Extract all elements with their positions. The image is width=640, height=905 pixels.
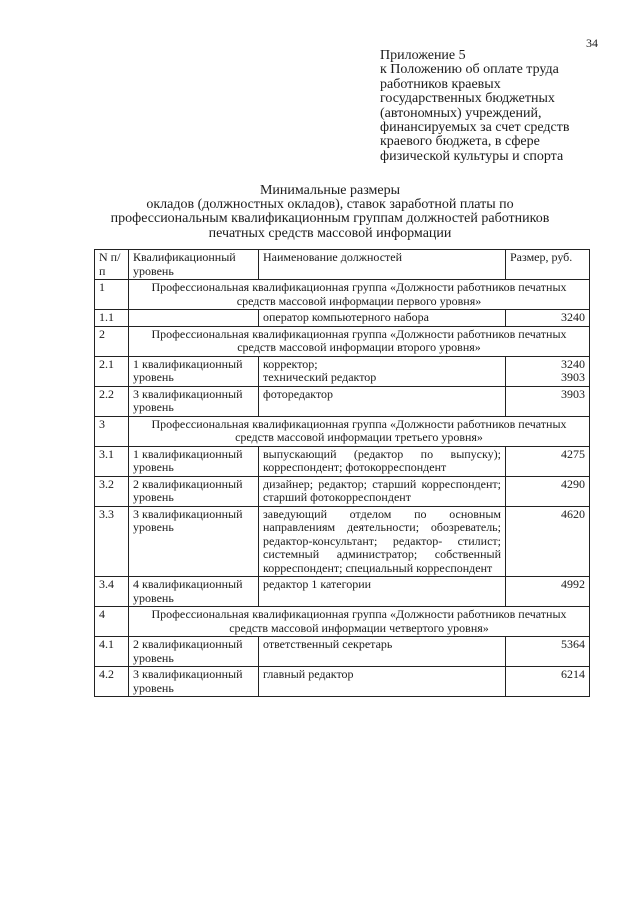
page-number: 34 <box>586 36 598 50</box>
row-position: редактор 1 категории <box>259 577 506 607</box>
title-line: профессиональным квалификационным группам должностей работников <box>110 211 550 227</box>
title-line: печатных средств массовой информации <box>208 225 452 241</box>
appendix-line: краевого бюджета, в сфере <box>380 134 540 150</box>
table-row <box>95 386 590 416</box>
header-num: N п/п <box>95 250 129 280</box>
row-num: 2.1 <box>95 356 129 386</box>
table-row <box>95 356 590 386</box>
row-level: 2 квалификационный уровень <box>129 476 259 506</box>
appendix-line: Приложение 5 <box>380 48 466 63</box>
appendix-line: (автономных) учреждений, <box>380 105 542 121</box>
table-row <box>95 667 590 697</box>
row-level: 2 квалификационный уровень <box>129 637 259 667</box>
appendix-line: работников краевых <box>380 76 501 92</box>
title-line: окладов (должностных окладов), ставок заработной платы по <box>146 197 514 213</box>
group-row <box>95 607 590 637</box>
group-num: 1 <box>95 280 129 310</box>
row-size: 5364 <box>506 637 590 667</box>
row-position: дизайнер; редактор; старший корреспондент; старший фотокорреспондент <box>259 476 506 506</box>
header-size: Размер, руб. <box>506 250 590 280</box>
title-line: Минимальные размеры <box>259 183 401 198</box>
row-level: 3 квалификационный уровень <box>129 506 259 577</box>
group-num: 3 <box>95 416 129 446</box>
row-position: главный редактор <box>259 667 506 697</box>
row-size: 3903 <box>506 386 590 416</box>
row-level: 1 квалификационный уровень <box>129 356 259 386</box>
group-num: 2 <box>95 326 129 356</box>
row-num: 3.1 <box>95 446 129 476</box>
group-row <box>95 280 590 310</box>
table-row <box>95 310 590 327</box>
row-position: фоторедактор <box>259 386 506 416</box>
header-level: Квалификационный уровень <box>129 250 259 280</box>
table-row <box>95 446 590 476</box>
header-position: Наименование должностей <box>259 250 506 280</box>
row-size: 4290 <box>506 476 590 506</box>
row-num: 4.1 <box>95 637 129 667</box>
row-num: 4.2 <box>95 667 129 697</box>
table-row <box>95 476 590 506</box>
row-num: 2.2 <box>95 386 129 416</box>
row-size: 4620 <box>506 506 590 577</box>
row-level: 3 квалификационный уровень <box>129 386 259 416</box>
group-title: Профессиональная квалификационная группа «Должности работников печатных средств массовой информации третьего уровня» <box>129 416 590 446</box>
group-num: 4 <box>95 607 129 637</box>
size-line: 3240 <box>561 356 585 371</box>
appendix-line: к Положению об оплате труда <box>380 62 559 78</box>
row-level: 4 квалификационный уровень <box>129 577 259 607</box>
row-level <box>129 310 259 327</box>
table-row <box>95 506 590 577</box>
appendix-line: физической культуры и спорта <box>380 148 564 164</box>
row-level: 3 квалификационный уровень <box>129 667 259 697</box>
group-title: Профессиональная квалификационная группа «Должности работников печатных средств массовой информации второго уровня» <box>129 326 590 356</box>
row-num: 3.2 <box>95 476 129 506</box>
row-position: выпускающий (редактор по выпуску); корреспондент; фотокорреспондент <box>259 446 506 476</box>
row-position: оператор компьютерного набора <box>259 310 506 327</box>
row-level: 1 квалификационный уровень <box>129 446 259 476</box>
appendix-line: государственных бюджетных <box>380 91 555 107</box>
group-row <box>95 326 590 356</box>
salary-table <box>94 249 590 697</box>
table-row <box>95 637 590 667</box>
row-size <box>506 356 590 386</box>
row-position: заведующий отделом по основным направлениям деятельности; обозреватель; редактор-консультант; редактор- стилист; системный администратор; собственный корреспондент; специальный корреспондент <box>259 506 506 577</box>
row-num: 1.1 <box>95 310 129 327</box>
position-line: технический редактор <box>263 370 377 384</box>
row-position <box>259 356 506 386</box>
row-position: ответственный секретарь <box>259 637 506 667</box>
row-num: 3.3 <box>95 506 129 577</box>
position-line: корректор; <box>263 356 318 371</box>
row-size: 3240 <box>506 310 590 327</box>
row-num: 3.4 <box>95 577 129 607</box>
group-row <box>95 416 590 446</box>
table-row <box>95 577 590 607</box>
size-line: 3903 <box>561 370 585 384</box>
row-size: 6214 <box>506 667 590 697</box>
appendix-reference <box>380 49 625 164</box>
row-size: 4275 <box>506 446 590 476</box>
table-header-row <box>95 250 590 280</box>
document-title <box>60 184 600 241</box>
appendix-line: финансируемых за счет средств <box>380 120 570 136</box>
group-title: Профессиональная квалификационная группа «Должности работников печатных средств массовой информации четвертого уровня» <box>129 607 590 637</box>
row-size: 4992 <box>506 577 590 607</box>
group-title: Профессиональная квалификационная группа «Должности работников печатных средств массовой информации первого уровня» <box>129 280 590 310</box>
